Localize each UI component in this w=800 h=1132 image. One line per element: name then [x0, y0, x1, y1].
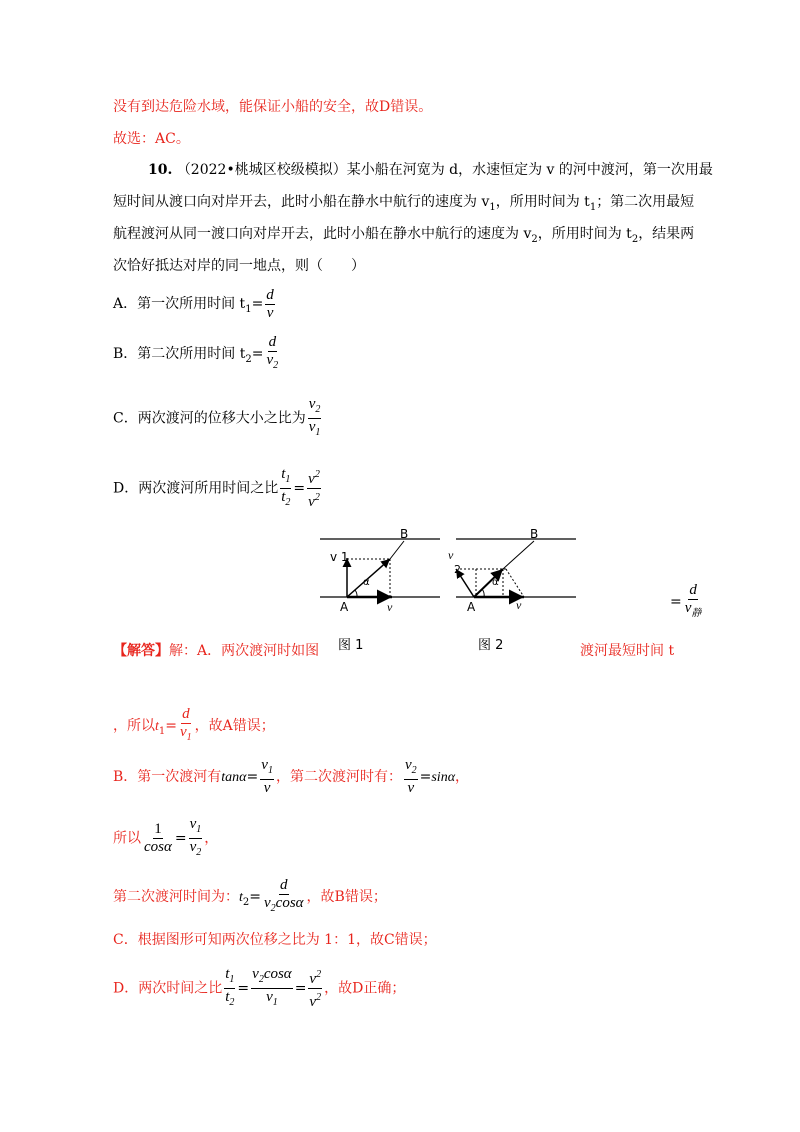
answer-d [113, 966, 405, 1011]
sub: 1 [186, 732, 192, 743]
eq: = [165, 718, 177, 734]
option-a[interactable] [113, 286, 277, 328]
answer-text: ，所以 [113, 718, 155, 734]
v: v [266, 989, 273, 1005]
formula-d-over-vjing [670, 582, 704, 622]
answer-line-1: 没有到达危险水域，能保证小船的安全，故D错误。 [113, 99, 433, 115]
answer-b-line3 [113, 877, 387, 923]
question-text: ，所用时间为 t [495, 194, 590, 210]
sub: 1 [245, 303, 252, 315]
path-extension-2 [503, 541, 534, 569]
numerator: d [268, 334, 277, 350]
question-text: ，结果两 [638, 226, 695, 242]
question-stem-4: 次恰好抵达对岸的同一地点，则（ ） [113, 258, 365, 274]
denominator: v [407, 780, 415, 796]
option-text: A．第一次所用时间 t [113, 296, 246, 312]
sub: 2 [242, 896, 250, 908]
numerator [308, 396, 322, 419]
option-text: B．第二次所用时间 t [113, 346, 246, 362]
tan: tanα [221, 770, 247, 785]
v: v [180, 724, 187, 740]
answer-text: D．两次时间之比 [113, 980, 223, 997]
question-number: 10. [148, 162, 173, 178]
answer-a-shortest-time: 渡河最短时间 t [580, 643, 675, 659]
v: v [189, 839, 197, 855]
numerator [307, 466, 321, 489]
numerator [260, 757, 274, 780]
fraction [179, 706, 193, 746]
label-alpha-2: α [492, 577, 499, 588]
sin: sinα [431, 770, 456, 785]
t: t [281, 466, 286, 482]
answer-b-line2 [113, 816, 218, 861]
sub: 2 [315, 404, 321, 415]
t: t [239, 890, 243, 905]
denominator: cosα [144, 839, 172, 855]
question-stem-1 [148, 160, 713, 180]
label-v-1: v [387, 600, 393, 614]
answer-text: ，故D正确； [324, 980, 406, 997]
answer-text: 第二次渡河时间为： [113, 889, 239, 905]
denominator [265, 989, 279, 1011]
t: t [281, 489, 286, 505]
v: v [308, 471, 315, 487]
v: v [252, 966, 259, 982]
fraction [308, 396, 322, 441]
v: v [308, 494, 315, 510]
figure-diagrams [310, 525, 600, 660]
numerator [189, 816, 203, 839]
label-v2: v [448, 548, 454, 562]
answer-b-line1 [113, 757, 469, 798]
label-v1: v 1 [330, 550, 349, 564]
fraction [143, 821, 173, 856]
numerator [308, 966, 322, 989]
fraction [224, 966, 235, 1011]
option-text: C．两次渡河的位移大小之比为 [113, 410, 306, 427]
denominator [684, 600, 703, 622]
eq: = [419, 769, 432, 785]
sup: 2 [316, 969, 322, 980]
question-stem-3 [113, 224, 694, 250]
sub: 1 [229, 974, 235, 985]
label-B-1: B [400, 527, 409, 541]
numerator [404, 757, 418, 780]
denominator [224, 989, 235, 1011]
label-B-2: B [530, 527, 539, 541]
fraction [265, 287, 275, 322]
sup: 2 [316, 992, 322, 1003]
sub: 2 [229, 997, 235, 1008]
sub: 2 [270, 903, 276, 914]
eq: = [670, 594, 682, 610]
answer-text: ，第二次渡河时有： [275, 769, 402, 785]
dashed-line [506, 569, 524, 597]
answer-head: 【解答】 [113, 643, 169, 659]
answer-c: C．根据图形可知两次位移之比为 1：1，故C错误； [113, 932, 437, 948]
fig2-caption: 图 2 [478, 638, 504, 653]
answer-text: ，故B错误； [306, 889, 387, 905]
numerator: 1 [154, 821, 162, 837]
sub: 静 [691, 608, 702, 619]
sub: 2 [631, 233, 639, 245]
eq: = [293, 480, 306, 497]
numerator: d [182, 706, 190, 722]
question-text: 短时间从渡口向对岸开去，此时小船在静水中航行的速度为 v [113, 194, 490, 210]
sub: 2 [258, 974, 264, 985]
eq: = [249, 889, 261, 905]
answer-choice: 故选：AC。 [113, 131, 190, 147]
denominator [308, 989, 322, 1011]
label-v-2: v [516, 598, 522, 612]
question-text: （2022•桃城区校级模拟）某小船在河宽为 d，水速恒定为 v 的河中渡河，第一次用最 [176, 162, 713, 178]
t: t [155, 719, 159, 734]
answer-text: ， [204, 830, 219, 847]
fraction [260, 757, 274, 797]
fraction [404, 757, 418, 797]
sup: 2 [314, 492, 320, 503]
sub: 2 [531, 233, 538, 245]
eq: = [246, 769, 259, 785]
sub: 1 [489, 201, 496, 213]
denominator [189, 839, 203, 861]
sub: 1 [285, 474, 291, 485]
v: v [264, 895, 271, 911]
question-text: ；第二次用最短 [596, 194, 695, 210]
answer-text: B．第一次渡河有 [113, 769, 222, 785]
v: v [309, 994, 317, 1010]
answer-text: ， [455, 769, 470, 785]
v: v [308, 419, 316, 435]
eq: = [251, 296, 264, 312]
fraction [684, 582, 703, 622]
v: v [404, 757, 412, 773]
question-stem-2 [113, 192, 694, 218]
label-v2-sub: 2 [454, 563, 461, 576]
fraction [308, 966, 322, 1011]
fraction [263, 877, 305, 917]
denominator [280, 489, 291, 511]
numerator [280, 466, 291, 489]
denominator [307, 489, 321, 511]
eq: = [251, 346, 264, 362]
option-c[interactable] [113, 396, 323, 441]
denominator [179, 724, 193, 746]
path-extension-1 [390, 541, 404, 559]
v: v [309, 971, 317, 987]
label-alpha-1: α [363, 577, 370, 588]
sub: 1 [196, 824, 202, 835]
numerator: d [280, 877, 288, 893]
sup: 2 [314, 469, 320, 480]
numerator [251, 966, 293, 989]
denominator: v [263, 780, 271, 796]
label-A-2: A [467, 600, 476, 614]
eq: = [294, 980, 307, 997]
sub: 1 [158, 725, 166, 737]
option-d[interactable] [113, 466, 323, 511]
answer-text: ，故A错误； [194, 718, 275, 734]
denominator [263, 895, 305, 917]
denominator [308, 419, 322, 441]
sub: 2 [285, 497, 291, 508]
answer-text: 解：A．两次渡河时如图 [169, 643, 320, 659]
denominator: v [266, 304, 274, 321]
option-b[interactable] [113, 334, 281, 378]
cos: cosα [275, 895, 304, 911]
eq: = [174, 830, 187, 847]
option-text: D．两次渡河所用时间之比 [113, 480, 279, 497]
sub: 2 [245, 353, 252, 365]
resultant-arrow-2 [474, 569, 503, 597]
question-text: ，所用时间为 t [537, 226, 632, 242]
label-A-1: A [340, 600, 349, 614]
answer-text: 所以 [113, 830, 141, 847]
question-text: 航程渡河从同一渡口向对岸开去，此时小船在静水中航行的速度为 v [113, 226, 532, 242]
t: t [225, 989, 230, 1005]
v: v [189, 816, 197, 832]
numerator: d [689, 582, 697, 598]
denominator [265, 352, 279, 374]
fraction [251, 966, 293, 1011]
sub: 1 [272, 997, 278, 1008]
sub: 2 [411, 765, 417, 776]
v: v [266, 352, 274, 368]
numerator: d [266, 286, 274, 303]
fraction [265, 334, 279, 374]
fraction [189, 816, 203, 861]
fraction [280, 466, 291, 511]
sub: 2 [196, 847, 202, 858]
eq: = [237, 980, 250, 997]
v: v [308, 396, 316, 412]
answer-a-line1 [113, 641, 319, 661]
sub: 1 [315, 427, 321, 438]
fig1-caption: 图 1 [338, 638, 364, 653]
answer-a-line2 [113, 706, 275, 752]
fraction [307, 466, 321, 511]
cos: cosα [263, 966, 292, 982]
v: v [261, 757, 268, 773]
v: v [684, 600, 692, 616]
t: t [225, 966, 230, 982]
numerator [224, 966, 235, 989]
sub: 1 [589, 201, 597, 213]
sub: 2 [273, 360, 279, 371]
sub: 1 [267, 765, 273, 776]
